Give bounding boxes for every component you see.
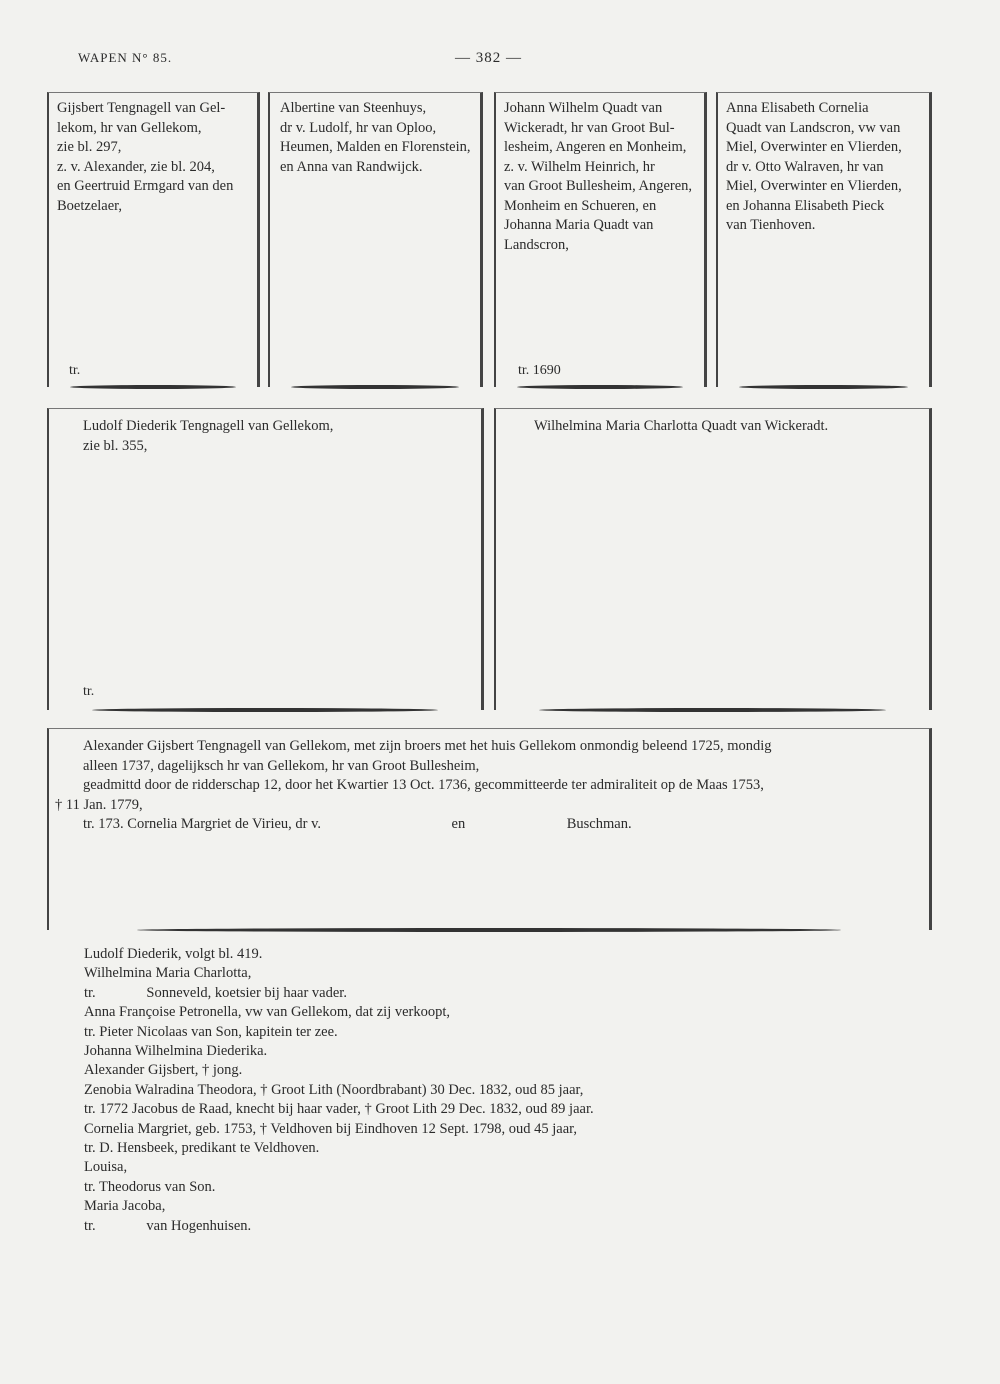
list-item: Cornelia Margriet, geb. 1753, † Veldhoven bij Eindhoven 12 Sept. 1798, oud 45 jaar, [84, 1120, 578, 1137]
ancestor-box-1 [47, 92, 260, 387]
box-line: Miel, Overwinter en Vlierden, [726, 139, 902, 155]
list-item: Maria Jacoba, [84, 1198, 166, 1215]
page-number: — 382 — [455, 50, 522, 66]
box-line: Johann Wilhelm Quadt van [504, 100, 663, 116]
list-item: Johanna Wilhelmina Diederika. [84, 1043, 268, 1060]
box-line: Ludolf Diederik Tengnagell van Gellekom, [83, 418, 334, 434]
list-item: Alexander Gijsbert, † jong. [84, 1062, 243, 1079]
box-line: en Johanna Elisabeth Pieck [726, 197, 885, 214]
subject-box [47, 728, 932, 930]
box-line: † 11 Jan. 1779, [55, 796, 143, 813]
box-line: Alexander Gijsbert Tengnagell van Gellekom, met zijn broers met het huis Gellekom onmondig beleend 1725, mondig [83, 738, 772, 754]
box-line: lekom, hr van Gellekom, [57, 119, 202, 136]
box-line: Wilhelmina Maria Charlotta Quadt van Wickeradt. [534, 418, 829, 434]
list-item: tr. D. Hensbeek, predikant te Veldhoven. [84, 1140, 320, 1157]
box-line: Wickeradt, hr van Groot Bul- [504, 119, 675, 136]
list-item: tr. Pieter Nicolaas van Son, kapitein ter zee. [84, 1023, 338, 1040]
box-line: Quadt van Landscron, vw van [726, 119, 901, 136]
list-item: Anna Françoise Petronella, vw van Gellekom, dat zij verkoopt, [84, 1004, 451, 1021]
box-line: Albertine van Steenhuys, [280, 100, 427, 116]
box-line: van Tienhoven. [726, 217, 816, 233]
list-item: Zenobia Walradina Theodora, † Groot Lith (Noordbrabant) 30 Dec. 1832, oud 85 jaar, [84, 1081, 584, 1098]
parent-box-1 [47, 408, 484, 710]
ancestor-box-4 [716, 92, 932, 387]
list-item: tr. 1772 Jacobus de Raad, knecht bij haar vader, † Groot Lith 29 Dec. 1832, oud 89 jaar. [84, 1101, 594, 1118]
box-line: en Geertruid Ermgard van den [57, 178, 234, 194]
list-item: Wilhelmina Maria Charlotta, [84, 965, 252, 982]
box-line: dr v. Ludolf, hr van Oploo, [280, 119, 437, 136]
list-item: tr. Sonneveld, koetsier bij haar vader. [84, 984, 347, 1001]
marriage-label: tr. [83, 684, 95, 699]
list-item: Louisa, [84, 1159, 128, 1176]
box-line: van Groot Bullesheim, Angeren, [504, 178, 693, 194]
box-line: lesheim, Angeren en Monheim, [504, 139, 687, 155]
ancestor-box-2 [268, 92, 483, 387]
box-line: Johanna Maria Quadt van [504, 217, 654, 233]
box-line: alleen 1737, dagelijksch hr van Gellekom, hr van Groot Bullesheim, [83, 757, 480, 774]
box-line: Gijsbert Tengnagell van Gel- [57, 100, 226, 116]
box-line: dr v. Otto Walraven, hr van [726, 158, 884, 175]
children-list [84, 945, 904, 1236]
box-line: z. v. Alexander, zie bl. 204, [57, 158, 215, 175]
coat-of-arms-number: WAPEN N° 85. [78, 50, 173, 65]
marriage-label: tr. 1690 [518, 363, 561, 378]
list-item: tr. van Hogenhuisen. [84, 1217, 252, 1234]
box-line: en Anna van Randwijck. [280, 158, 423, 175]
box-line: tr. 173. Cornelia Margriet de Virieu, dr v. en Buschman. [83, 816, 632, 832]
parent-box-2 [494, 408, 932, 710]
box-line: Anna Elisabeth Cornelia [726, 100, 869, 116]
marriage-label: tr. [69, 363, 81, 378]
list-item: Ludolf Diederik, volgt bl. 419. [84, 946, 263, 962]
list-item: tr. Theodorus van Son. [84, 1178, 216, 1195]
box-line: Boetzelaer, [57, 197, 123, 214]
box-line: geadmittd door de ridderschap 12, door het Kwartier 13 Oct. 1736, gecommitteerde ter admiraliteit op de Maas 1753, [83, 777, 764, 793]
box-line: zie bl. 355, [83, 437, 148, 454]
box-line: zie bl. 297, [57, 139, 122, 155]
ancestor-box-3 [494, 92, 707, 387]
box-line: Monheim en Schueren, en [504, 197, 657, 214]
box-line: Miel, Overwinter en Vlierden, [726, 178, 902, 194]
box-line: Landscron, [504, 236, 569, 253]
box-line: z. v. Wilhelm Heinrich, hr [504, 158, 655, 175]
box-line: Heumen, Malden en Florenstein, [280, 139, 471, 155]
